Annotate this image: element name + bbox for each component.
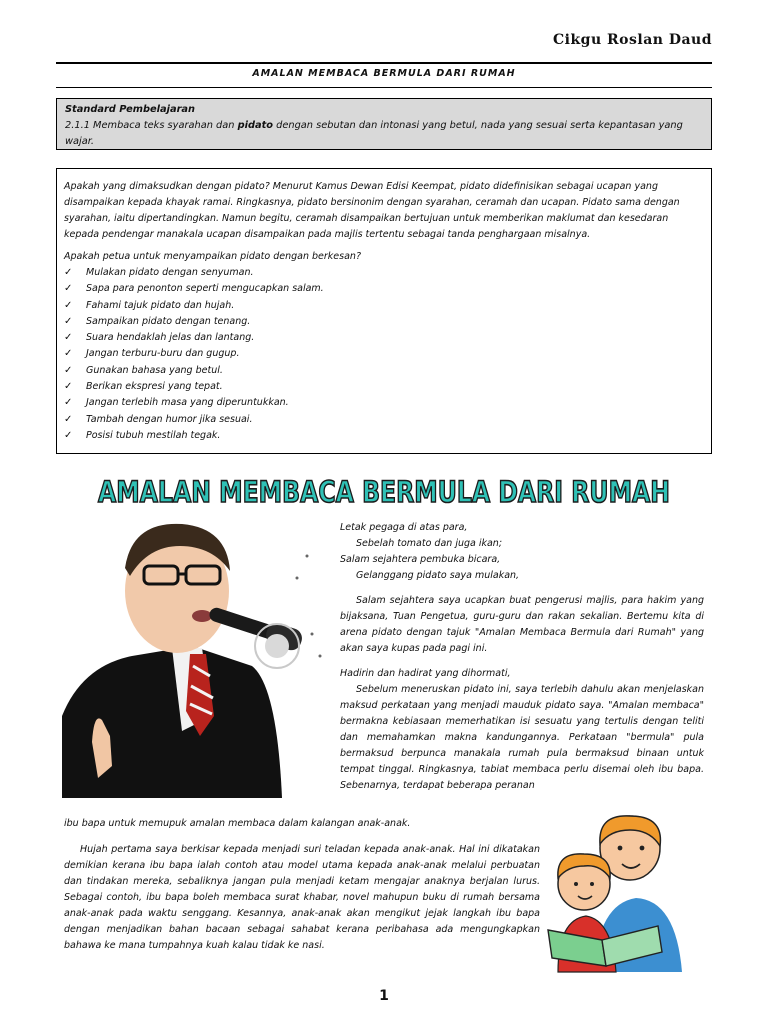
tip-text: Gunakan bahasa yang betul. <box>86 364 223 376</box>
tip-text: Fahami tajuk pidato dan hujah. <box>86 299 235 311</box>
tip-text: Tambah dengan humor jika sesuai. <box>86 413 253 425</box>
learning-standard-text-part: 2.1.1 Membaca teks syarahan dan <box>65 120 238 131</box>
banner-title: AMALAN MEMBACA BERMULA DARI RUMAH <box>98 475 670 509</box>
speech-definition-paragraph: Sebelum meneruskan pidato ini, saya terlebih dahulu akan menjelaskan maksud perkataan yang menjadi mauduk pidato saya. "Amalan membaca" bermakna kebiasaan memerhatikan isi sesuatu yang tertulis dengan teliti dan memahamkan makna kandungannya. Perkataan "bermula" pula bermaksud berpunca manakala rumah pula bermaksud binaan untuk tempat tinggal. Ringkasnya, tabiat membaca perlu disemai oleh ibu bapa. Sebenarnya, terdapat beberapa peranan <box>340 684 704 791</box>
checkmark-icon: ✓ <box>64 315 73 327</box>
header-rule-top <box>56 62 712 64</box>
header-rule-bottom <box>56 87 712 88</box>
checkmark-icon: ✓ <box>64 267 73 278</box>
author-name: Cikgu Roslan Daud <box>553 32 712 48</box>
pantun-line: Sebelah tomato dan juga ikan; <box>356 538 503 549</box>
tip-text: Posisi tubuh mestilah tegak. <box>86 429 221 441</box>
checkmark-icon: ✓ <box>64 397 73 409</box>
tip-item <box>64 379 704 395</box>
checkmark-icon: ✓ <box>64 381 73 393</box>
speech-greeting: Hadirin dan hadirat yang dihormati, <box>340 668 511 679</box>
tip-item <box>64 330 704 346</box>
checkmark-icon: ✓ <box>64 283 73 295</box>
checkmark-icon: ✓ <box>64 348 73 360</box>
title-banner <box>0 472 768 516</box>
tip-text: Sampaikan pidato dengan tenang. <box>86 315 251 327</box>
tip-item <box>64 265 704 281</box>
speech-opening-paragraph: Salam sejahtera saya ucapkan buat pengerusi majlis, para hakim yang bijaksana, Tuan Pengetua, guru-guru dan rakan sekalian. Bertemu kita di arena pidato dengan tajuk "Amalan Membaca Bermula dari Rumah" yang akan saya kupas pada pagi ini. <box>340 595 704 654</box>
pidato-info-box <box>56 168 712 454</box>
boy-speaking-image <box>62 516 328 798</box>
checkmark-icon: ✓ <box>64 429 73 441</box>
tip-item <box>64 412 704 428</box>
tip-item <box>64 346 704 362</box>
learning-standard-text <box>65 118 703 150</box>
page-number: 1 <box>379 988 389 1004</box>
document-title: AMALAN MEMBACA BERMULA DARI RUMAH <box>252 68 516 79</box>
tips-question: Apakah petua untuk menyampaikan pidato dengan berkesan? <box>64 251 361 262</box>
tip-text: Jangan terlebih masa yang diperuntukkan. <box>86 397 289 409</box>
tip-item <box>64 363 704 379</box>
tip-text: Berikan ekspresi yang tepat. <box>86 381 223 393</box>
tip-text: Jangan terburu-buru dan gugup. <box>86 348 240 360</box>
parent-child-reading-image <box>546 812 686 972</box>
pantun-line: Gelanggang pidato saya mulakan, <box>356 570 520 581</box>
tip-text: Mulakan pidato dengan senyuman. <box>86 267 254 278</box>
speech-first-argument: Hujah pertama saya berkisar kepada menjadi suri teladan kepada anak-anak. Hal ini dikatakan demikian kerana ibu bapa ialah contoh atau model utama kepada anak-anak melalui perbuatan dan tindakan mereka, sebaliknya jangan pula menjadi ketam mengajar anaknya berjalan lurus. Sebagai contoh, ibu bapa boleh membaca surat khabar, novel mahupun buku di rumah bersama anak-anak pada waktu senggang. Kesannya, anak-anak akan mengikut jejak langkah ibu bapa dengan menjadikan bahan bacaan sebagai sahabat kerana peribahasa ada mengungkapkan bahawa ke mana tumpahnya kuah kalau tidak ke nasi. <box>64 844 540 951</box>
learning-standard-box <box>56 98 712 150</box>
speech-column <box>340 520 704 794</box>
tip-item <box>64 281 704 297</box>
tip-text: Suara hendaklah jelas dan lantang. <box>86 332 255 344</box>
checkmark-icon: ✓ <box>64 364 73 376</box>
pidato-definition: Apakah yang dimaksudkan dengan pidato? Menurut Kamus Dewan Edisi Keempat, pidato didefinisikan sebagai ucapan yang disampaikan kepada khayak ramai. Ringkasnya, pidato bersinonim dengan syarahan, ceramah dan ucapan. Pidato sama dengan syarahan, iaitu dipertandingkan. Namun begitu, ceramah disampaikan bertujuan untuk memberikan maklumat dan kesedaran kepada pendengar manakala ucapan disampaikan pada majlis tertentu sebagai tanda penghargaan misalnya. <box>64 181 680 240</box>
pantun-line: Salam sejahtera pembuka bicara, <box>340 554 501 565</box>
tip-item <box>64 314 704 330</box>
learning-standard-heading: Standard Pembelajaran <box>65 104 195 115</box>
checkmark-icon: ✓ <box>64 332 73 344</box>
pantun-line: Letak pegaga di atas para, <box>340 522 468 533</box>
speech-lower-section <box>64 816 540 954</box>
tip-item <box>64 428 704 444</box>
checkmark-icon: ✓ <box>64 299 73 311</box>
learning-standard-text-part: dengan sebutan dan intonasi yang betul, nada yang sesuai serta kepantasan yang wajar. <box>65 120 683 147</box>
tip-item <box>64 395 704 411</box>
checkmark-icon: ✓ <box>64 413 73 425</box>
learning-standard-bold-word: pidato <box>237 120 273 131</box>
tip-text: Sapa para penonton seperti mengucapkan salam. <box>86 283 324 295</box>
speech-definition-continuation: ibu bapa untuk memupuk amalan membaca dalam kalangan anak-anak. <box>64 818 411 829</box>
banner-svg <box>84 472 684 512</box>
tip-item <box>64 298 704 314</box>
tips-list <box>64 265 704 444</box>
